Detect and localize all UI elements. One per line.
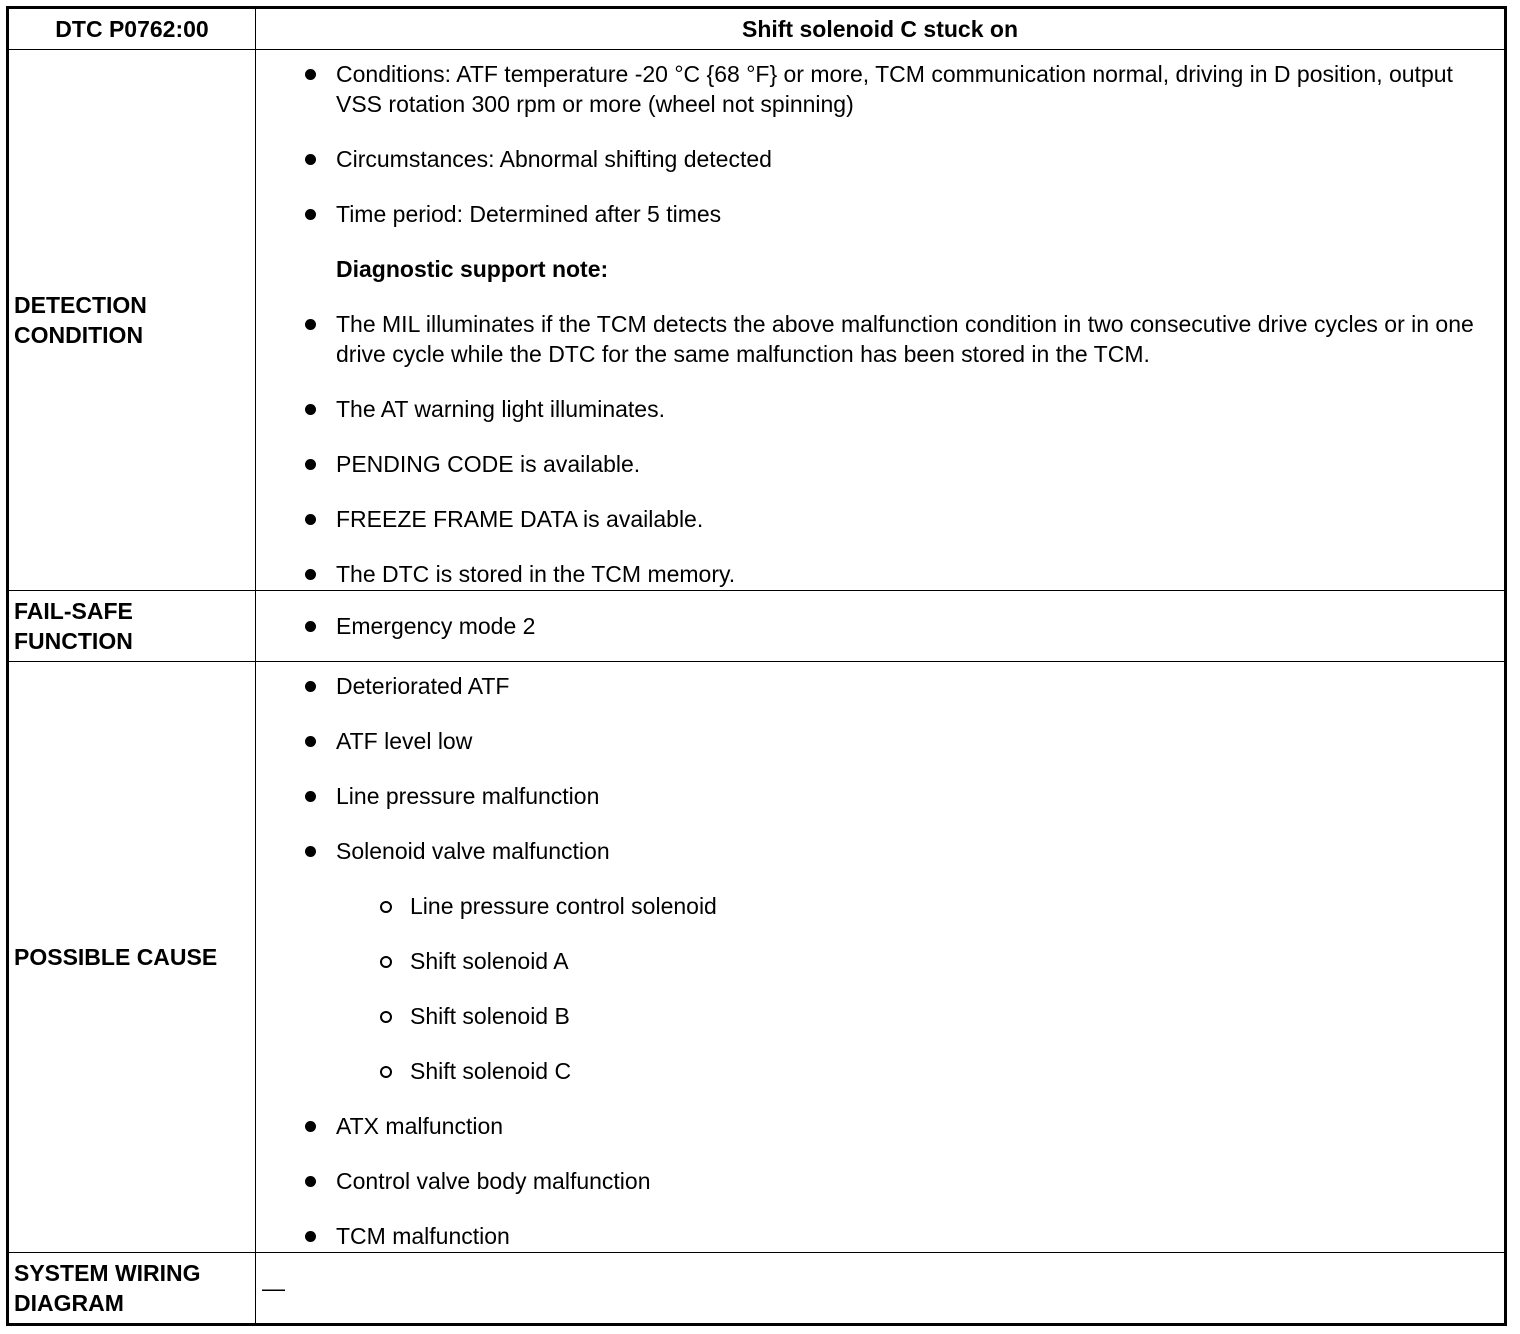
list-item: Conditions: ATF temperature -20 °C {68 °F} or more, TCM communication normal, driving in D position, output VSS rotation 300 rpm or more (wheel not spinning) [256, 59, 1484, 119]
sub-list-item: Line pressure control solenoid [256, 891, 1484, 921]
detection-content [256, 50, 1506, 591]
list-item: The AT warning light illuminates. [256, 394, 1484, 424]
cause-row [8, 662, 1506, 1253]
wiring-row [8, 1253, 1506, 1325]
failsafe-content [256, 591, 1506, 662]
detection-label [8, 50, 256, 591]
cause-content [256, 662, 1506, 1253]
list-item: Emergency mode 2 [256, 611, 1484, 641]
wiring-value: — [256, 1253, 1506, 1325]
failsafe-label-line1: FAIL-SAFE [14, 598, 133, 624]
list-item: TCM malfunction [256, 1221, 1484, 1251]
list-item: The DTC is stored in the TCM memory. [256, 559, 1484, 589]
cause-list [256, 664, 1504, 1251]
detection-list [256, 52, 1504, 589]
cause-label: POSSIBLE CAUSE [8, 662, 256, 1253]
detection-label-line2: CONDITION [14, 322, 144, 348]
list-item: Line pressure malfunction [256, 781, 1484, 811]
failsafe-label-line2: FUNCTION [14, 628, 133, 654]
dtc-code: DTC P0762:00 [8, 8, 256, 50]
diagnostic-note-heading: Diagnostic support note: [336, 255, 609, 282]
detection-row [8, 50, 1506, 591]
list-item: FREEZE FRAME DATA is available. [256, 504, 1484, 534]
list-item: Circumstances: Abnormal shifting detected [256, 144, 1484, 174]
sub-list-item: Shift solenoid A [256, 946, 1484, 976]
list-item: Control valve body malfunction [256, 1166, 1484, 1196]
failsafe-row [8, 591, 1506, 662]
list-item: Time period: Determined after 5 times [256, 199, 1484, 229]
wiring-label-line1: SYSTEM WIRING [14, 1260, 201, 1286]
wiring-label [8, 1253, 256, 1325]
sub-list-item: Shift solenoid C [256, 1056, 1484, 1086]
list-item: Solenoid valve malfunction [256, 836, 1484, 866]
list-item: ATF level low [256, 726, 1484, 756]
dtc-title: Shift solenoid C stuck on [256, 8, 1506, 50]
failsafe-label [8, 591, 256, 662]
list-item: The MIL illuminates if the TCM detects the above malfunction condition in two consecutive drive cycles or in one drive cycle while the DTC for the same malfunction has been stored in the TCM. [256, 309, 1484, 369]
list-item: ATX malfunction [256, 1111, 1484, 1141]
detection-label-line1: DETECTION [14, 292, 147, 318]
list-item: Deteriorated ATF [256, 671, 1484, 701]
header-row [8, 8, 1506, 50]
failsafe-list [256, 611, 1504, 641]
wiring-label-line2: DIAGRAM [14, 1290, 124, 1316]
sub-list-item: Shift solenoid B [256, 1001, 1484, 1031]
dtc-table [6, 6, 1507, 1326]
list-item: PENDING CODE is available. [256, 449, 1484, 479]
